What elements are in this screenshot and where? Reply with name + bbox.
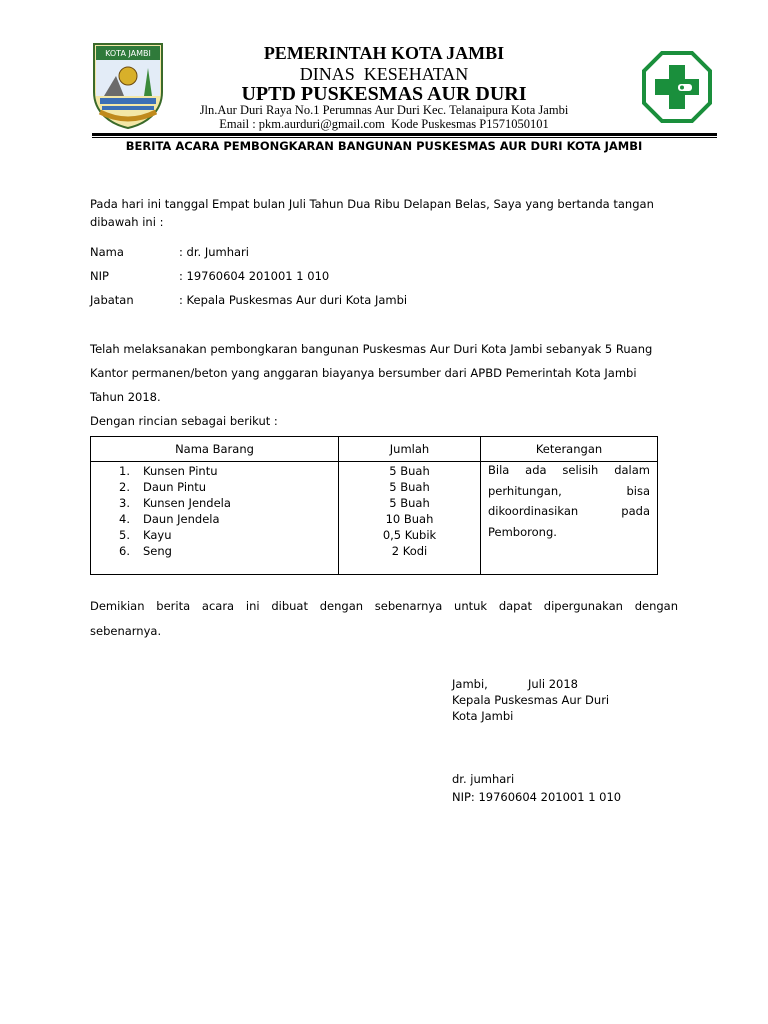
header-government-title: PEMERINTAH KOTA JAMBI (263, 43, 505, 63)
signature-nip: NIP: 19760604 201001 1 010 (452, 790, 622, 804)
item-quantity: 5 Buah (389, 496, 430, 510)
item-quantity: 2 Kodi (391, 544, 428, 558)
header-puskesmas-title: UPTD PUSKESMAS AUR DURI (241, 83, 527, 105)
keterangan-line: dikoordinasikan pada (488, 504, 650, 518)
item-number: 1. (119, 464, 130, 478)
list-item (119, 479, 338, 495)
jumlah-cell (339, 462, 481, 575)
header-divider-thick (92, 133, 717, 136)
body-line-3: Tahun 2018. (90, 390, 161, 404)
item-quantity: 5 Buah (389, 464, 430, 478)
list-item (119, 511, 338, 527)
quantity-list (339, 462, 480, 559)
rincian-table (90, 436, 658, 575)
list-item (119, 543, 338, 559)
header-email: Email : pkm.aurduri@gmail.com Kode Puskesmas P1571050101 (219, 117, 549, 131)
nama-barang-cell (91, 462, 339, 575)
item-name: Daun Jendela (143, 512, 220, 526)
closing-line-1: Demikian berita acara ini dibuat dengan sebenarnya untuk dapat dipergunakan dengan (90, 599, 678, 613)
item-quantity: 10 Buah (385, 512, 434, 526)
item-quantity: 0,5 Kubik (382, 528, 437, 542)
field-label-jabatan: Jabatan (90, 293, 134, 307)
rincian-label: Dengan rincian sebagai berikut : (90, 414, 278, 428)
field-value-nip: : 19760604 201001 1 010 (179, 269, 330, 283)
intro-line-2: dibawah ini : (90, 215, 164, 229)
body-line-2: Kantor permanen/beton yang anggaran biayanya bersumber dari APBD Pemerintah Kota Jambi (90, 366, 637, 380)
item-name: Daun Pintu (143, 480, 207, 494)
intro-line-1: Pada hari ini tanggal Empat bulan Juli Tahun Dua Ribu Delapan Belas, Saya yang bertanda tangan (90, 197, 654, 211)
closing-line-2: sebenarnya. (90, 624, 162, 638)
column-header-jumlah: Jumlah (339, 437, 481, 462)
item-name: Kunsen Pintu (143, 464, 218, 478)
body-line-1: Telah melaksanakan pembongkaran bangunan Puskesmas Aur Duri Kota Jambi sebanyak 5 Ruang (90, 342, 653, 356)
item-quantity: 5 Buah (389, 480, 430, 494)
signature-place-date: Jambi, Juli 2018 (452, 677, 578, 691)
list-item (119, 463, 338, 479)
signature-name: dr. jumhari (452, 772, 515, 786)
table-row (91, 462, 658, 575)
puskesmas-logo-icon (642, 51, 712, 123)
keterangan-line: perhitungan, bisa (488, 483, 650, 498)
item-number: 4. (119, 512, 130, 526)
header-agency-title: DINAS KESEHATAN (299, 64, 469, 84)
field-value-nama: : dr. Jumhari (179, 245, 249, 259)
list-item (119, 495, 338, 511)
signature-position-line-1: Kepala Puskesmas Aur Duri (452, 693, 610, 707)
keterangan-line: Bila ada selisih dalam (488, 463, 650, 477)
document-title: BERITA ACARA PEMBONGKARAN BANGUNAN PUSKESMAS AUR DURI KOTA JAMBI (125, 139, 643, 153)
item-number: 3. (119, 496, 130, 510)
item-name: Seng (143, 544, 172, 558)
header-address: Jln.Aur Duri Raya No.1 Perumnas Aur Duri Kec. Telanaipura Kota Jambi (199, 103, 569, 117)
item-number: 5. (119, 528, 130, 542)
column-header-keterangan: Keterangan (481, 437, 658, 462)
item-name: Kayu (143, 528, 172, 542)
item-number: 2. (119, 480, 130, 494)
header-divider-thin (92, 137, 717, 138)
svg-text:KOTA JAMBI: KOTA JAMBI (105, 49, 151, 58)
column-header-nama-barang: Nama Barang (91, 437, 339, 462)
field-label-nama: Nama (90, 245, 124, 259)
list-item (119, 527, 338, 543)
keterangan-line: Pemborong. (488, 524, 557, 539)
item-name: Kunsen Jendela (143, 496, 231, 510)
field-value-jabatan: : Kepala Puskesmas Aur duri Kota Jambi (179, 293, 408, 307)
signature-position-line-2: Kota Jambi (452, 709, 514, 723)
keterangan-cell (481, 462, 658, 575)
item-list (91, 462, 338, 559)
field-label-nip: NIP (90, 269, 109, 283)
item-number: 6. (119, 544, 130, 558)
